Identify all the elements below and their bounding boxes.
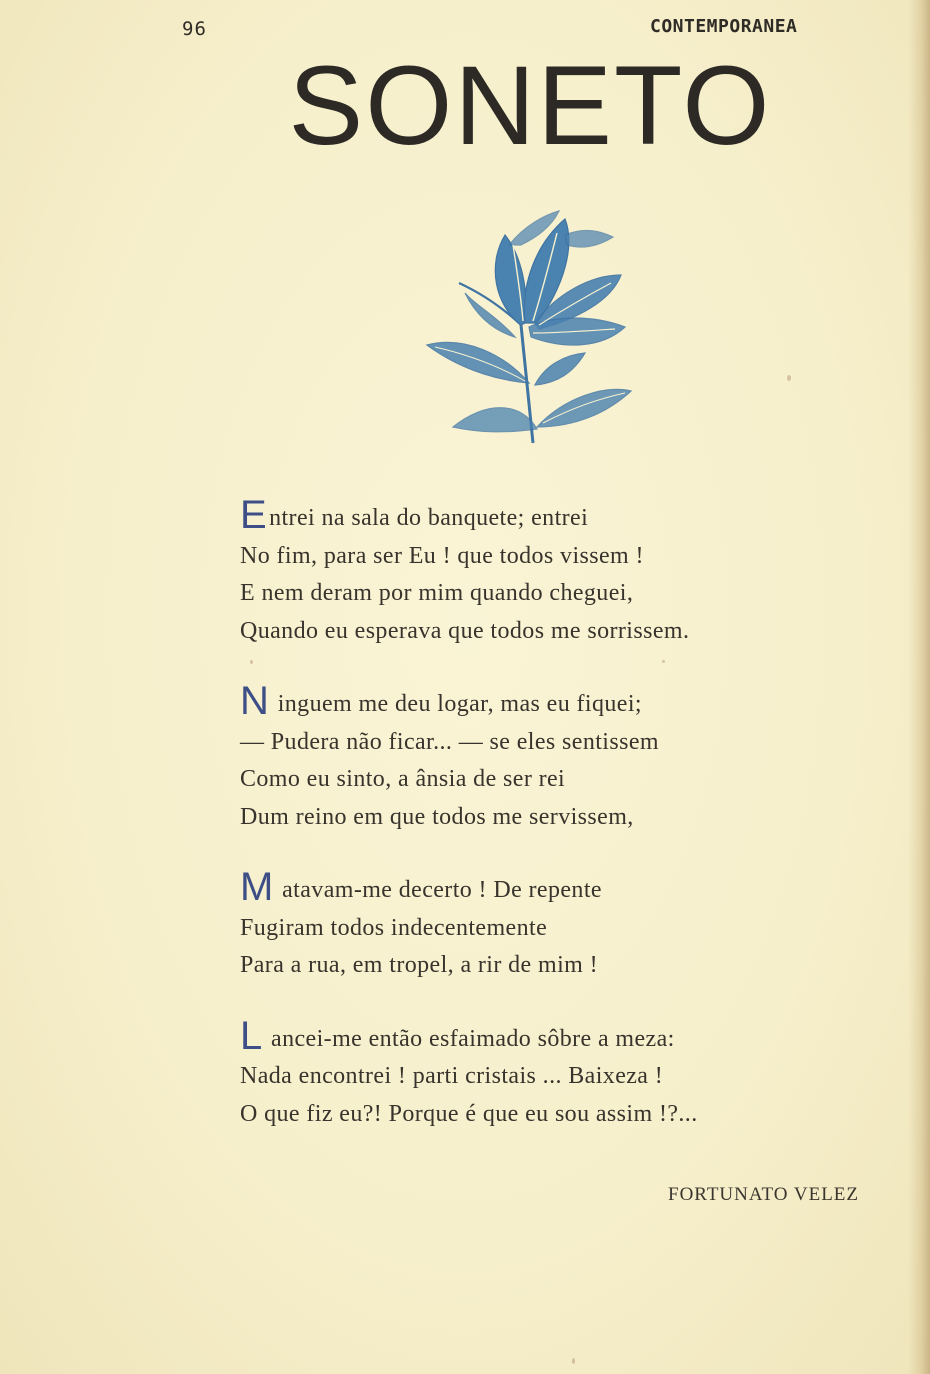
stanza-2 bbox=[240, 679, 840, 836]
poem-body bbox=[240, 493, 840, 1169]
paper-speck bbox=[250, 660, 253, 664]
poem-line: Quando eu esperava que todos me sorrissem. bbox=[240, 617, 690, 644]
poem-line: E nem deram por mim quando cheguei, bbox=[240, 580, 634, 606]
drop-cap: L bbox=[240, 1013, 263, 1058]
paper-speck bbox=[572, 1358, 575, 1364]
poem-line: Como eu sinto, a ânsia de ser rei bbox=[240, 766, 566, 792]
poem-line: M atavam-me decerto ! De repente bbox=[240, 865, 602, 909]
poem-line: L ancei-me então esfaimado sôbre a meza: bbox=[240, 1013, 675, 1058]
poem-line: O que fiz eu?! Porque é que eu sou assim !?... bbox=[240, 1100, 698, 1127]
poem-line: N inguem me deu logar, mas eu fiquei; bbox=[240, 679, 642, 723]
drop-cap: N bbox=[240, 679, 270, 723]
poem-line: Fugiram todos indecentemente bbox=[240, 914, 548, 941]
page-edge bbox=[908, 0, 930, 1374]
stanza-1 bbox=[240, 493, 840, 650]
stanza-4 bbox=[240, 1013, 840, 1134]
poem-line: Entrei na sala do banquete; entrei bbox=[240, 493, 589, 537]
author-signature: FORTUNATO VELEZ bbox=[668, 1184, 860, 1205]
poem-line: Nada encontrei ! parti cristais ... Baixeza ! bbox=[240, 1063, 664, 1089]
running-head: CONTEMPORANEA bbox=[650, 16, 798, 37]
poem-line: No fim, para ser Eu ! que todos vissem ! bbox=[240, 542, 644, 569]
poem-line: Para a rua, em tropel, a rir de mim ! bbox=[240, 952, 598, 978]
paper-speck bbox=[787, 375, 791, 381]
poem-line: — Pudera não ficar... — se eles sentissem bbox=[240, 728, 659, 755]
page-number: 96 bbox=[182, 18, 207, 40]
drop-cap: M bbox=[240, 865, 274, 909]
drop-cap: E bbox=[240, 493, 268, 537]
stanza-3 bbox=[240, 865, 840, 985]
paper-speck bbox=[662, 660, 665, 663]
poem-title: SONETO bbox=[288, 43, 772, 168]
blue-flower-icon bbox=[425, 205, 640, 450]
poem-line: Dum reino em que todos me servissem, bbox=[240, 803, 634, 830]
